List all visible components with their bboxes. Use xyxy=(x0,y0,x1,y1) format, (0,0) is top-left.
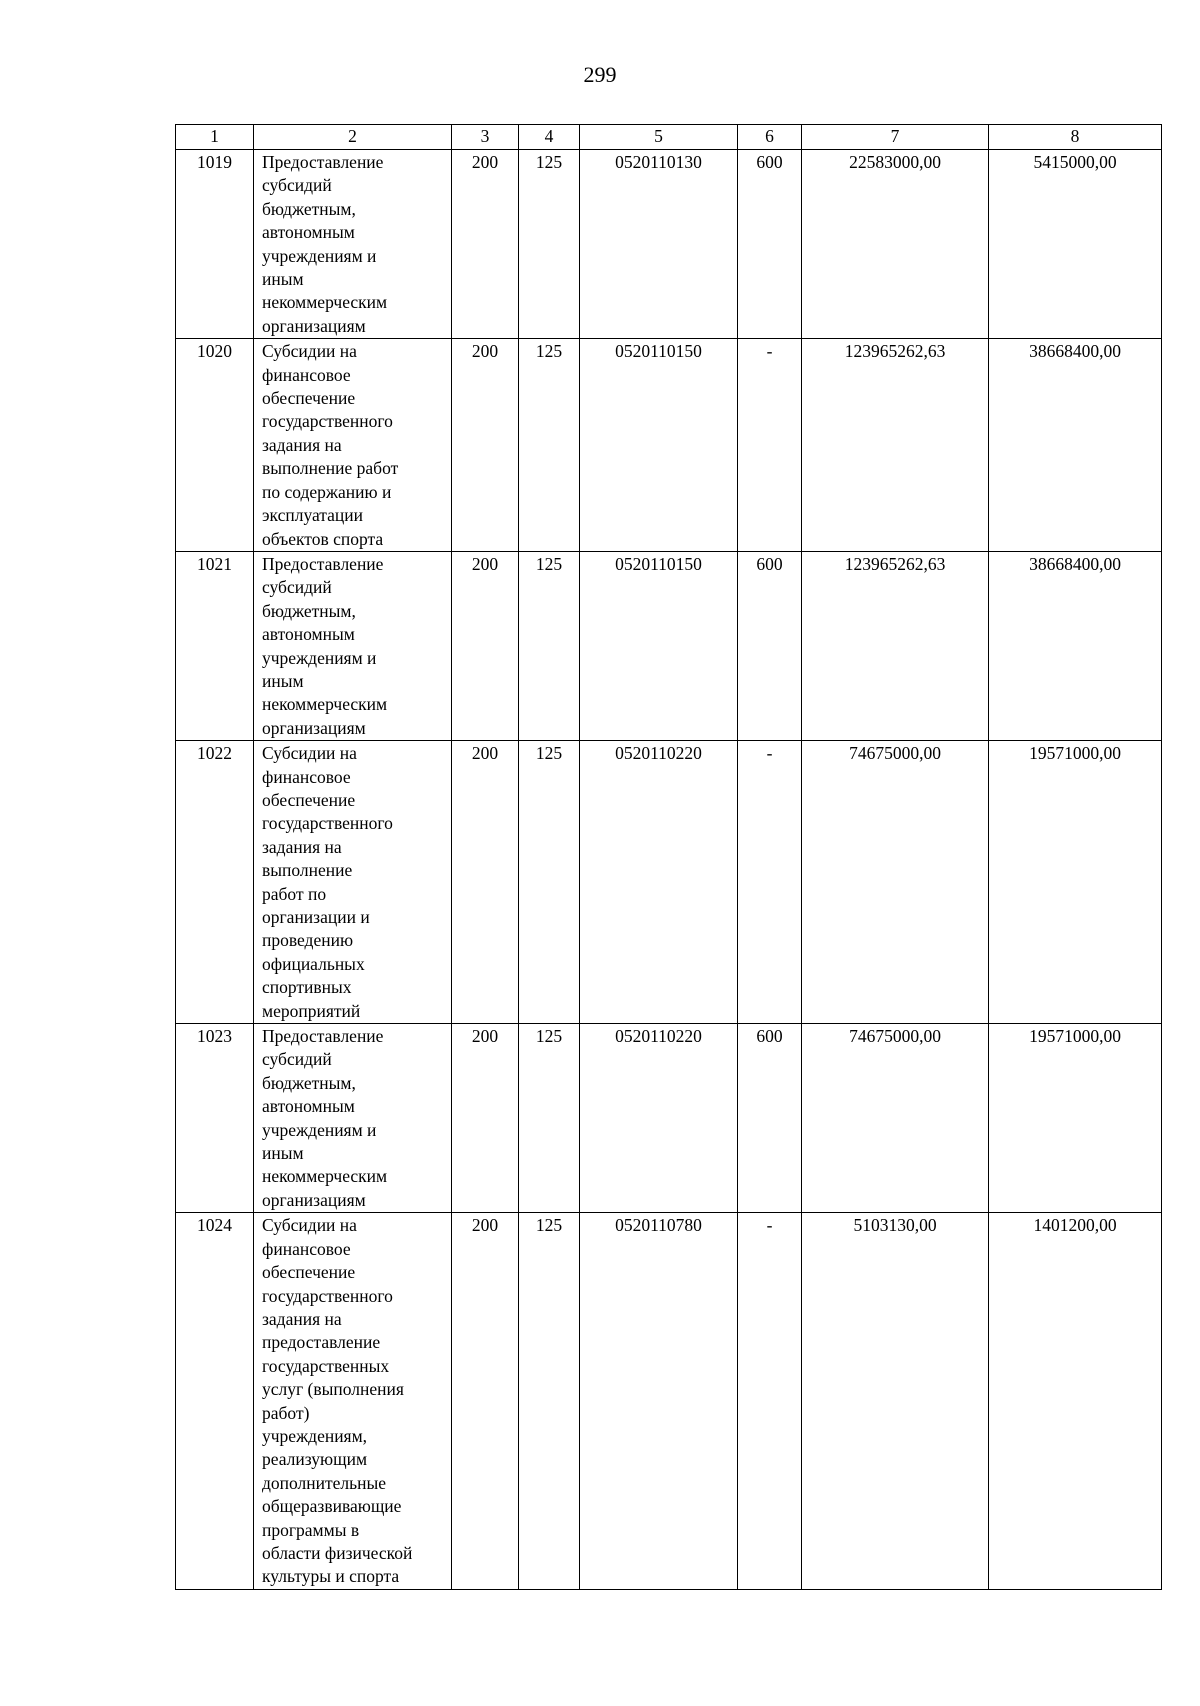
column-header: 2 xyxy=(254,125,452,150)
row-name-text: Субсидии на финансовое обеспечение государственного задания на предоставление государственных услуг (выполнения работ) учреждениям, реализующим дополнительные общеразвивающие программы в области физической культуры и спорта xyxy=(262,1215,413,1587)
column-header: 6 xyxy=(738,125,802,150)
row-number: 1020 xyxy=(176,339,254,552)
cell-col8: 19571000,00 xyxy=(989,741,1162,1024)
cell-col3: 200 xyxy=(452,551,519,740)
table-row xyxy=(176,551,1162,740)
cell-col6: - xyxy=(738,1213,802,1590)
cell-col6: - xyxy=(738,741,802,1024)
cell-col3: 200 xyxy=(452,150,519,339)
cell-col8: 38668400,00 xyxy=(989,551,1162,740)
table-row xyxy=(176,339,1162,552)
row-name-text: Предоставление субсидий бюджетным, автономным учреждениям и иным некоммерческим организациям xyxy=(262,1026,388,1210)
cell-col5: 0520110780 xyxy=(580,1213,738,1590)
cell-col6: 600 xyxy=(738,551,802,740)
row-name-text: Субсидии на финансовое обеспечение государственного задания на выполнение работ по организации и проведению официальных спортивных мероприятий xyxy=(262,743,393,1021)
cell-col7: 5103130,00 xyxy=(802,1213,989,1590)
page-number: 299 xyxy=(583,62,617,87)
column-header: 3 xyxy=(452,125,519,150)
cell-col3: 200 xyxy=(452,1213,519,1590)
cell-col5: 0520110220 xyxy=(580,741,738,1024)
column-header: 8 xyxy=(989,125,1162,150)
row-name xyxy=(254,1024,452,1213)
cell-col8: 19571000,00 xyxy=(989,1024,1162,1213)
budget-table xyxy=(175,124,1162,1590)
cell-col8: 5415000,00 xyxy=(989,150,1162,339)
cell-col7: 74675000,00 xyxy=(802,1024,989,1213)
row-name xyxy=(254,741,452,1024)
row-number: 1024 xyxy=(176,1213,254,1590)
cell-col7: 22583000,00 xyxy=(802,150,989,339)
table-row xyxy=(176,1213,1162,1590)
row-number: 1019 xyxy=(176,150,254,339)
row-name xyxy=(254,339,452,552)
cell-col4: 125 xyxy=(519,1213,580,1590)
row-name xyxy=(254,1213,452,1590)
cell-col5: 0520110220 xyxy=(580,1024,738,1213)
cell-col8: 1401200,00 xyxy=(989,1213,1162,1590)
cell-col3: 200 xyxy=(452,741,519,1024)
cell-col8: 38668400,00 xyxy=(989,339,1162,552)
row-name-text: Предоставление субсидий бюджетным, автономным учреждениям и иным некоммерческим организациям xyxy=(262,553,388,738)
table-row xyxy=(176,741,1162,1024)
row-number: 1023 xyxy=(176,1024,254,1213)
cell-col4: 125 xyxy=(519,741,580,1024)
cell-col5: 0520110150 xyxy=(580,339,738,552)
cell-col7: 123965262,63 xyxy=(802,339,989,552)
column-header: 4 xyxy=(519,125,580,150)
row-number: 1021 xyxy=(176,551,254,740)
column-header: 5 xyxy=(580,125,738,150)
row-name-text: Предоставление субсидий бюджетным, автономным учреждениям и иным некоммерческим организациям xyxy=(262,152,388,336)
cell-col7: 123965262,63 xyxy=(802,551,989,740)
cell-col4: 125 xyxy=(519,1024,580,1213)
table-row xyxy=(176,150,1162,339)
row-name-text: Субсидии на финансовое обеспечение государственного задания на выполнение работ по содержанию и эксплуатации объектов спорта xyxy=(262,341,399,549)
table-row xyxy=(176,1024,1162,1213)
row-name xyxy=(254,150,452,339)
cell-col4: 125 xyxy=(519,551,580,740)
column-header: 1 xyxy=(176,125,254,150)
cell-col7: 74675000,00 xyxy=(802,741,989,1024)
table-header-row xyxy=(176,125,1162,150)
cell-col5: 0520110130 xyxy=(580,150,738,339)
cell-col5: 0520110150 xyxy=(580,551,738,740)
cell-col6: 600 xyxy=(738,150,802,339)
row-number: 1022 xyxy=(176,741,254,1024)
cell-col3: 200 xyxy=(452,339,519,552)
cell-col3: 200 xyxy=(452,1024,519,1213)
cell-col4: 125 xyxy=(519,150,580,339)
cell-col4: 125 xyxy=(519,339,580,552)
column-header: 7 xyxy=(802,125,989,150)
row-name xyxy=(254,551,452,740)
cell-col6: 600 xyxy=(738,1024,802,1213)
cell-col6: - xyxy=(738,339,802,552)
